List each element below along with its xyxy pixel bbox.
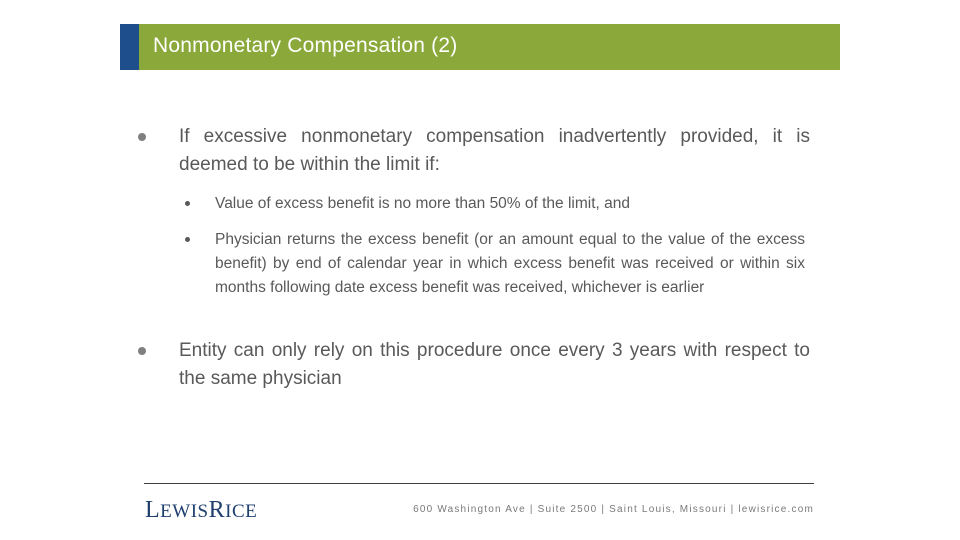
bullet-item-2 — [138, 337, 810, 393]
bullet-text: Entity can only rely on this procedure once every 3 years with respect to the same physician — [179, 340, 810, 389]
bullet-item-1 — [138, 123, 810, 179]
title-accent-stripe — [120, 24, 139, 70]
sub-bullet-dot-icon — [185, 237, 190, 242]
footer-divider — [144, 483, 814, 484]
sub-bullet-text: Physician returns the excess benefit (or an amount equal to the value of the excess benefit) by end of calendar year in which excess benefit was received or within six months following date excess benefit was received, whichever is earlier — [215, 231, 805, 296]
lewis-rice-logo — [145, 497, 257, 524]
sub-bullet-dot-icon — [185, 201, 190, 206]
slide-title-bar — [120, 24, 840, 70]
logo-initial-r: R — [208, 497, 226, 523]
logo-initial-l: L — [145, 497, 161, 523]
logo-rest-ewis: EWIS — [160, 501, 209, 522]
bullet-dot-icon — [138, 133, 146, 141]
sub-bullet-text: Value of excess benefit is no more than 50% of the limit, and — [215, 195, 631, 212]
logo-rest-ice: ICE — [225, 501, 258, 522]
footer-address: 600 Washington Ave | Suite 2500 | Saint Louis, Missouri | lewisrice.com — [413, 504, 814, 515]
bullet-dot-icon — [138, 347, 146, 355]
bullet-text: If excessive nonmonetary compensation inadvertently provided, it is deemed to be within the limit if: — [179, 126, 810, 175]
sub-bullet-item-1 — [185, 192, 805, 216]
slide-title: Nonmonetary Compensation (2) — [153, 34, 458, 57]
sub-bullet-item-2 — [185, 228, 805, 300]
